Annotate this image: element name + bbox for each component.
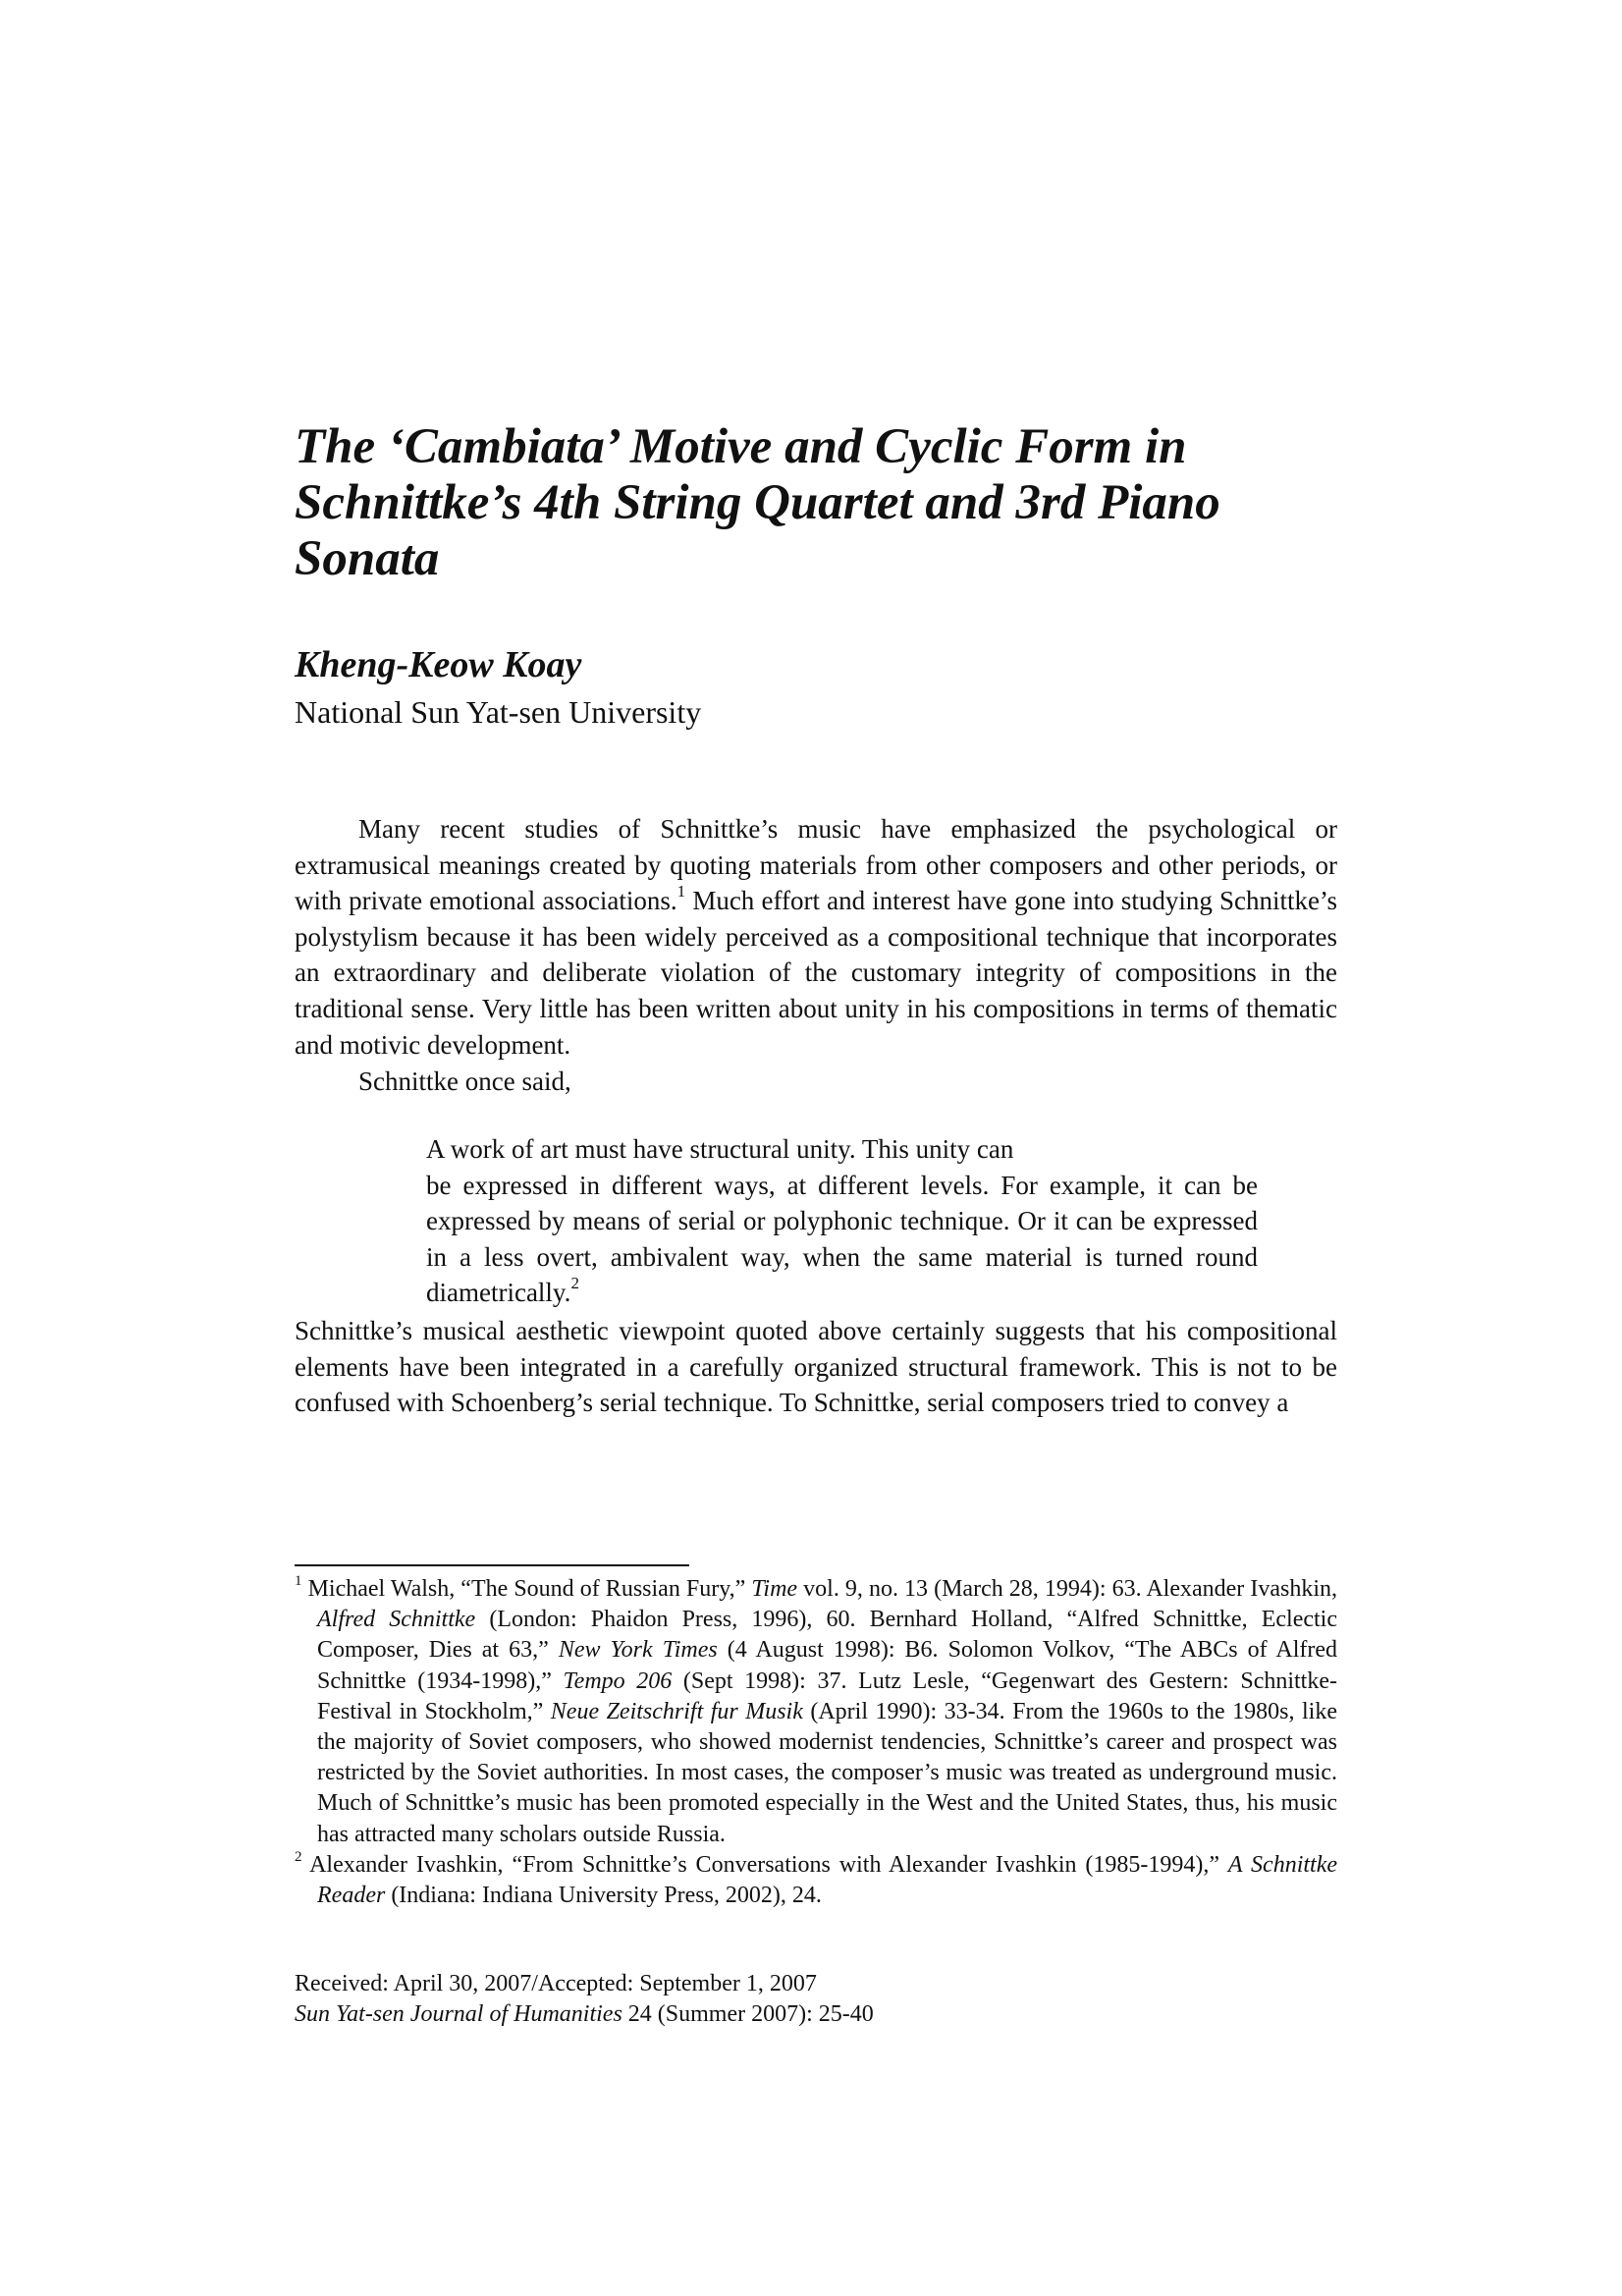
quote-first-line: A work of art must have structural unity. This unity can [426, 1134, 1014, 1164]
title-line-2: Schnittke’s 4th String Quartet and 3rd Piano [295, 475, 1220, 530]
footnote-1-title: Neue Zeitschrift fur Musik [550, 1698, 803, 1724]
publication-meta [295, 1969, 874, 2030]
journal-volume-pages: 24 (Summer 2007): 25-40 [622, 2001, 874, 2027]
body-paragraph-3: Schnittke’s musical aesthetic viewpoint quoted above certainly suggests that his compositional elements have been integrated in a carefully organized structural framework. This is not to be confused with Schoenberg’s serial technique. To Schnittke, serial composers tried to convey a [295, 1316, 1337, 1418]
footnote-1-title: Time [751, 1576, 798, 1602]
body-paragraph-2: Schnittke once said, [358, 1066, 571, 1096]
footnote-ref-1[interactable]: 1 [676, 882, 686, 902]
block-quote [426, 1131, 1258, 1311]
received-accepted-dates: Received: April 30, 2007/Accepted: September 1, 2007 [295, 1971, 817, 1996]
footnote-separator [295, 1564, 689, 1566]
title-line-3: Sonata [295, 531, 440, 586]
footnote-ref-2[interactable]: 2 [570, 1274, 579, 1293]
journal-name: Sun Yat-sen Journal of Humanities [295, 2001, 622, 2027]
footnote-1 [295, 1574, 1337, 1850]
footnote-1-text: (London: Phaidon Press, 1996), 60. Bernhard Holland, “Alfred Schnittke, Eclectic Composer, Dies at 63,” [317, 1607, 1337, 1664]
paragraph-1-text-a: Many recent studies of Schnittke’s music have emphasized the psychological or extramusical meanings created by quoting materials from other composers and other periods, or with private emotional associations. [295, 814, 1337, 916]
quote-text: be expressed in different ways, at different levels. For example, it can be expressed by means of serial or polyphonic technique. Or it can be expressed in a less overt, ambivalent way, when the same material is turned round diametrically. [426, 1170, 1258, 1308]
footnote-2 [295, 1850, 1337, 1911]
footnote-1-title: New York Times [558, 1637, 718, 1664]
body-paragraph-1 [295, 811, 1337, 1063]
footnote-2-mark: 2 [295, 1848, 302, 1865]
journal-citation [295, 1999, 874, 2030]
paragraph-1-text-b: Much effort and interest have gone into studying Schnittke’s polystylism because it has been widely perceived as a compositional technique that incorporates an extraordinary and deliberate violation of the customary integrity of compositions in the traditional sense. Very little has been written about unity in his compositions in terms of thematic and motivic development. [295, 886, 1337, 1060]
footnote-1-text: vol. 9, no. 13 (March 28, 1994): 63. Alexander Ivashkin, [797, 1576, 1337, 1602]
footnote-2-text: Alexander Ivashkin, “From Schnittke’s Conversations with Alexander Ivashkin (1985-1994),” [301, 1851, 1228, 1878]
footnote-1-title: Alfred Schnittke [317, 1607, 476, 1633]
article-title [295, 419, 1375, 587]
footnote-1-mark: 1 [295, 1573, 302, 1589]
footnote-1-text: Michael Walsh, “The Sound of Russian Fury,” [301, 1576, 752, 1602]
author-name: Kheng-Keow Koay [295, 644, 582, 685]
author-affiliation: National Sun Yat-sen University [295, 694, 702, 730]
footnote-2-title: A Schnittke Reader [317, 1851, 1338, 1909]
footnotes [295, 1574, 1337, 1911]
footnote-1-text: (4 August 1998): B6. Solomon Volkov, “The ABCs of Alfred Schnittke (1934-1998),” [317, 1637, 1337, 1694]
title-line-1: The ‘Cambiata’ Motive and Cyclic Form in [295, 419, 1187, 474]
footnote-2-text: (Indiana: Indiana University Press, 2002), 24. [385, 1883, 822, 1909]
footnote-1-text: (April 1990): 33-34. From the 1960s to the 1980s, like the majority of Soviet composers, who showed modernist tendencies, Schnittke’s career and prospect was restricted by the Soviet authorities. In most cases, the composer’s music was treated as underground music. Much of Schnittke’s music has been promoted especially in the West and the United States, thus, his music has attracted many scholars outside Russia. [317, 1698, 1337, 1847]
footnote-1-text: (Sept 1998): 37. Lutz Lesle, “Gegenwart des Gestern: Schnittke-Festival in Stockholm,” [317, 1667, 1337, 1724]
footnote-1-title: Tempo 206 [563, 1667, 673, 1694]
